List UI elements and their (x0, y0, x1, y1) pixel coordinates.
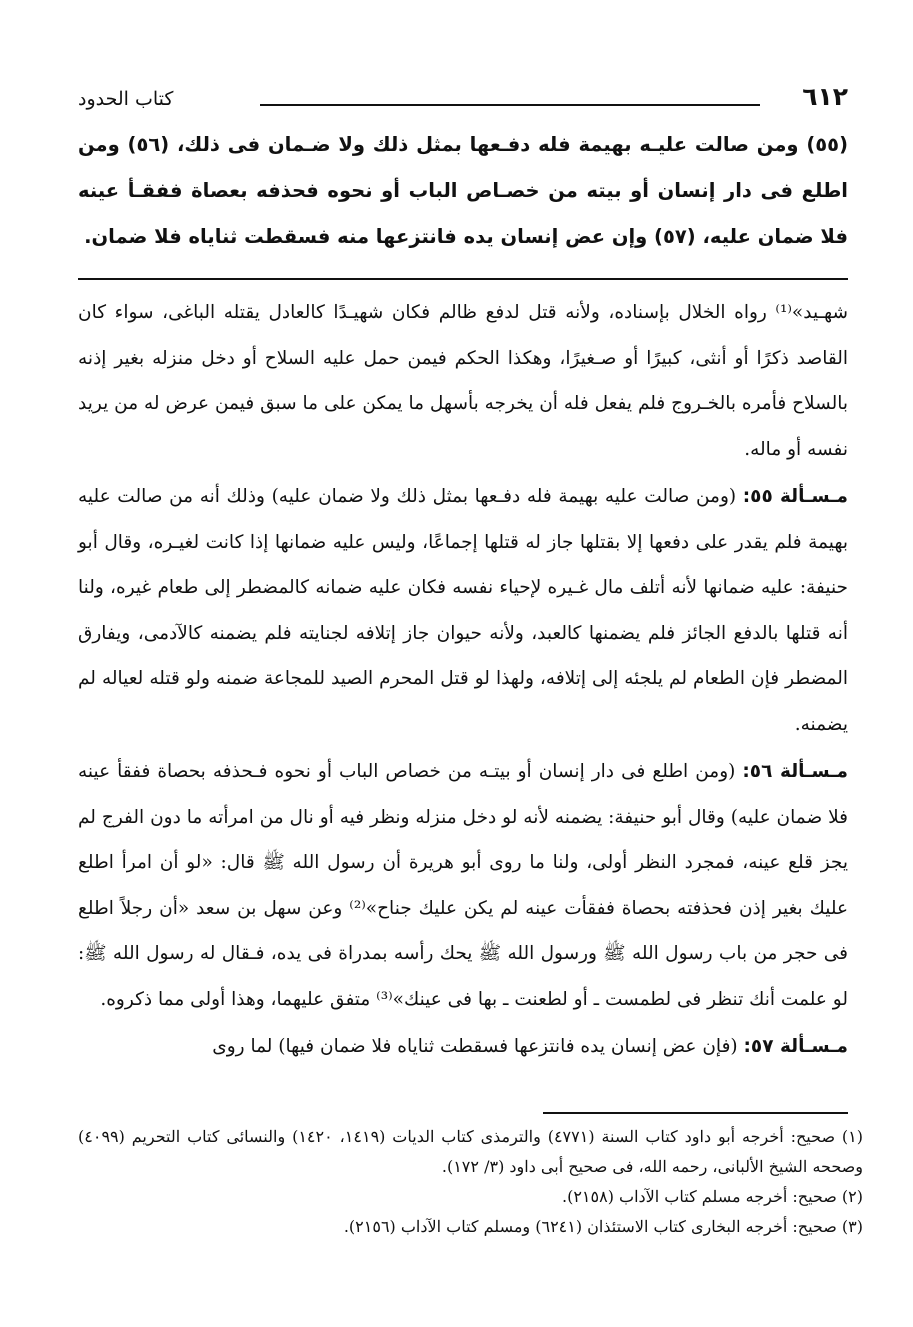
masala-55 (78, 474, 848, 747)
commentary-paragraph: شهـيد»⁽¹⁾ رواه الخلال بإسناده، ولأنه قتل لدفع ظالم فكان شهيـدًا كالعادل يقتله الباغى، سواء كان القاصد ذكرًا أو أنثى، كبيرًا أو صـغيرًا، وهكذا الحكم فيمن حمل عليه السلاح أو دخل منزله بغير إذنه بالسلاح فأمره بالخـروج فلم يفعل فله أن يخرجه بأسهل ما يمكن على ما سبق فيمن عرض له من يريد نفسه أو ماله. (78, 302, 848, 460)
masala-label: مـسـألة ٥٧: (743, 1036, 848, 1057)
masala-label: مـسـألة ٥٦: (742, 761, 849, 782)
masala-label: مـسـألة ٥٥: (742, 486, 848, 507)
masala-57 (78, 1024, 848, 1070)
footnote-2: (٢) صحيح: أخرجه مسلم كتاب الآداب (٢١٥٨). (561, 1187, 863, 1206)
footnote-rule (543, 1112, 848, 1114)
footnote-3: (٣) صحيح: أخرجه البخارى كتاب الاستئذان (٦٢٤١) ومسلم كتاب الآداب (٢١٥٦). (343, 1217, 863, 1236)
masala-text: (فإن عض إنسان يده فانتزعها فسقطت ثناياه فلا ضمان فيها) لما روى (212, 1036, 738, 1057)
page-header (78, 82, 848, 122)
matn-text: (٥٥) ومن صالت عليـه بهيمة فله دفـعها بمثل ذلك ولا ضـمان فى ذلك، (٥٦) ومن اطلع فى دار إنسان أو بيته من خصـاص الباب أو نحوه فحذفه بعصاة ففقـأ عينه فلا ضمان عليه، (٥٧) وإن عض إنسان يده فانتزعها منه فسقطت ثناياه فلا ضمان. (78, 133, 848, 248)
running-title: كتاب الحدود (78, 88, 174, 110)
commentary (78, 290, 848, 1072)
masala-56 (78, 749, 848, 1022)
matn-divider (78, 278, 848, 280)
footnote-1: (١) صحيح: أخرجه أبو داود كتاب السنة (٤٧٧١) والترمذى كتاب الديات (١٤١٩، ١٤٢٠) والنسائى كتاب التحريم (٤٠٩٩) وصححه الشيخ الألبانى، رحمه الله، فى صحيح أبى داود (٣/ ١٧٢). (78, 1127, 864, 1176)
footnotes (78, 1122, 863, 1242)
page-number: ٦١٢ (802, 82, 848, 111)
masala-text: (ومن صالت عليه بهيمة فله دفـعها بمثل ذلك ولا ضمان عليه) وذلك أنه من صالت عليه بهيمة فلم يقدر على دفعها إلا بقتلها جاز له قتلها إجماعًا، وليس عليه ضمانها إذا كانت لغيـره، وقال أبو حنيفة: عليه ضمانها لأنه أتلف مال غـيره لإحياء نفسه فكان عليه ضمانه كالمضطر إلى طعام غيره، ولنا أنه قتلها بالدفع الجائز فلم يضمنها كالعبد، ولأنه حيوان جاز إتلافه لجنايته فلم يضمنه كالآدمى، ويفارق المضطر فإن الطعام لم يلجئه إلى إتلافه، ولهذا لو قتل المحرم الصيد للمجاعة ضمنه ولو قتله لعياله لم يضمنه. (78, 486, 848, 735)
header-rule (260, 104, 760, 106)
masala-text: (ومن اطلع فى دار إنسان أو بيتـه من خصاص الباب أو نحوه فـحذفه بحصاة ففقأ عينه فلا ضمان عليه) وقال أبو حنيفة: يضمنه لأنه لو دخل منزله ونظر فيه أو نال من امرأته ما دون الفرج لم يجز قلع عينه، فمجرد النظر أولى، ولنا ما روى أبو هريرة أن رسول الله ﷺ قال: «لو أن امرأ اطلع عليك بغير إذن فحذفته بحصاة ففقأت عينه لم يكن عليك جناح»⁽²⁾ وعن سهل بن سعد «أن رجلاً اطلع فى حجر من باب رسول الله ﷺ ورسول الله ﷺ يحك رأسه بمدراة فى يده، فـقال له رسول الله ﷺ: لو علمت أنك تنظر فى لطمست ـ أو لطعنت ـ بها فى عينك»⁽³⁾ متفق عليهما، وهذا أولى مما ذكروه. (78, 761, 848, 1010)
